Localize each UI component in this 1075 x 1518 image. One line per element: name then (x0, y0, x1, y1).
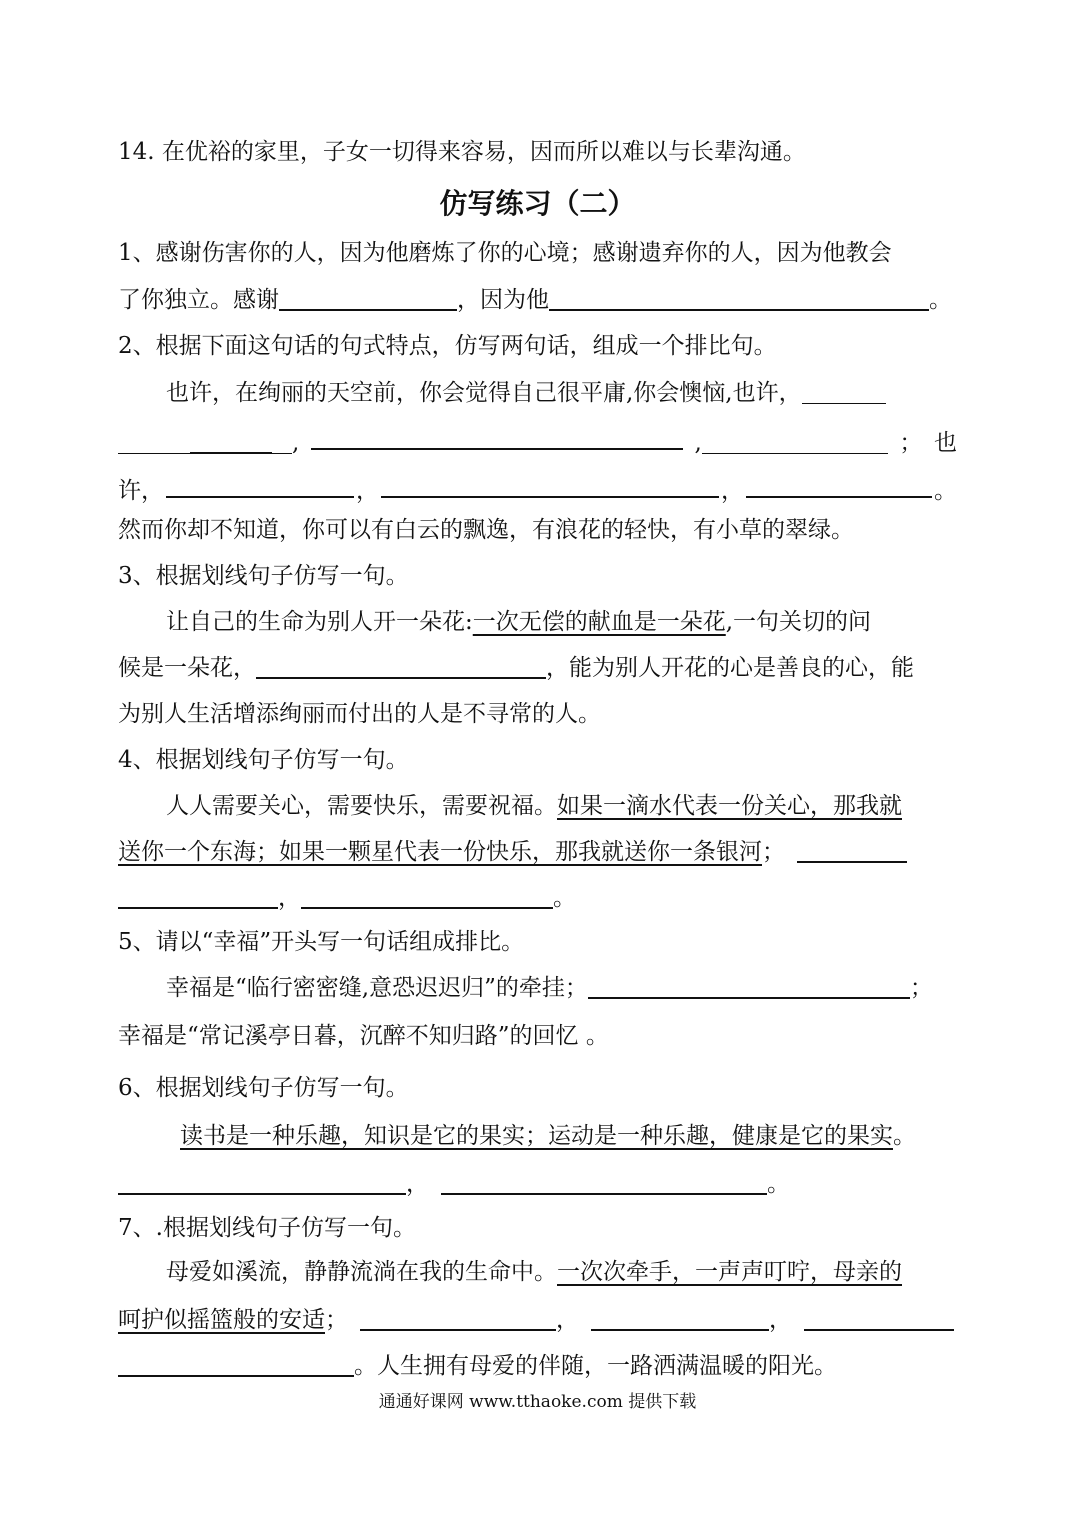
q6-prompt: 6、根据划线句子仿写一句。 (118, 1075, 409, 1101)
q2-ye: 也 (934, 430, 957, 456)
q7-underlined-part-2: 呵护似摇篮般的安适 (118, 1307, 325, 1333)
q2-blank-3[interactable] (311, 424, 683, 450)
q7-line1 (118, 1256, 957, 1288)
q6-comma: ， (406, 1171, 429, 1197)
q2-comma-1: ， (356, 478, 379, 504)
q7-blank-1[interactable] (360, 1305, 556, 1331)
q2-blank-2c[interactable] (272, 429, 292, 454)
q4-line1 (118, 790, 957, 822)
section-title: 仿写练习（二） (439, 187, 636, 220)
q4-prompt: 4、根据划线句子仿写一句。 (118, 747, 409, 773)
q4-semicolon: ； (762, 839, 785, 865)
q6-end: 。 (767, 1171, 790, 1197)
q2-line2 (118, 424, 957, 459)
q4-blank-2[interactable] (118, 883, 278, 909)
q7-line3 (118, 1350, 957, 1382)
q7-blank-4[interactable] (118, 1351, 354, 1377)
q1-blank-1[interactable] (279, 285, 457, 311)
q3-text-a: 让自己的生命为别人开一朵花: (166, 609, 473, 635)
q7-comma-1: ， (556, 1307, 579, 1333)
q2-sep-a: , (292, 430, 300, 456)
q4-text-a: 人人需要关心，需要快乐，需要祝福。 (166, 793, 557, 819)
q2-blank-4[interactable] (702, 429, 888, 454)
q2-blank-5[interactable] (166, 472, 354, 498)
q3-text-c: ,一句关切的问 (725, 609, 872, 635)
q2-line3 (118, 472, 957, 507)
q7-semicolon: ； (325, 1307, 348, 1333)
q2-prompt: 2、根据下面这句话的句式特点，仿写两句话，组成一个排比句。 (118, 333, 777, 359)
q2-text-1: 也许，在绚丽的天空前，你会觉得自己很平庸,你会懊恼,也许， (166, 380, 802, 406)
q3-line1 (118, 606, 957, 638)
q3-text-d: 候是一朵花， (118, 655, 256, 681)
q5-text-a: 幸福是“临行密密缝,意恐迟迟归”的牵挂； (166, 975, 588, 1001)
q2-sep-b1: , (694, 430, 702, 456)
q7-line2 (118, 1304, 957, 1336)
q6-blank-1[interactable] (118, 1169, 406, 1195)
q1-text-a: 了你独立。感谢 (118, 287, 279, 313)
q7-prompt: 7、.根据划线句子仿写一句。 (118, 1215, 416, 1241)
q6-blank-2[interactable] (441, 1169, 767, 1195)
q5-blank[interactable] (588, 973, 910, 999)
q6-line2 (118, 1168, 957, 1200)
q2-blank-7[interactable] (746, 472, 932, 498)
q4-period: 。 (553, 885, 576, 911)
q7-blank-3[interactable] (804, 1305, 954, 1331)
q4-underlined-part-1: 如果一滴水代表一份关心，那我就 (557, 793, 902, 819)
q3-underlined-sentence: 一次无偿的献血是一朵花 (472, 609, 726, 635)
q5-line1 (118, 972, 957, 1004)
q6-period: 。 (893, 1123, 916, 1149)
q1-text-c: 。 (929, 287, 952, 313)
q4-blank-3[interactable] (301, 883, 553, 909)
q6-line1 (118, 1120, 957, 1152)
q5-line2: 幸福是“常记溪亭日暮，沉醉不知归路”的回忆 。 (118, 1023, 609, 1049)
q2-blank-2b[interactable] (190, 428, 272, 454)
q5-semicolon: ； (909, 975, 933, 1001)
q1-blank-2[interactable] (549, 285, 929, 311)
footer-source: 通通好课网 www.tthaoke.com 提供下载 (378, 1392, 697, 1412)
q5-prompt: 5、请以“幸福”开头写一句话组成排比。 (118, 929, 525, 955)
q3-blank[interactable] (256, 653, 546, 679)
q2-last-line: 然而你却不知道，你可以有白云的飘逸，有浪花的轻快，有小草的翠绿。 (118, 517, 854, 543)
q2-comma-2: ， (721, 478, 744, 504)
q7-underlined-part-1: 一次次牵手，一声声叮咛，母亲的 (557, 1259, 902, 1285)
q3-line2 (118, 652, 957, 684)
q2-period: 。 (934, 478, 957, 504)
q4-blank-1[interactable] (797, 837, 907, 863)
q1-text-b: ，因为他 (457, 287, 549, 313)
q2-blank-1[interactable] (802, 379, 886, 404)
q3-prompt: 3、根据划线句子仿写一句。 (118, 563, 409, 589)
q7-comma-2: ， (769, 1307, 792, 1333)
q4-line3 (118, 882, 957, 914)
q6-underlined-sentence: 读书是一种乐趣，知识是它的果实；运动是一种乐趣，健康是它的果实 (180, 1123, 893, 1149)
q2-blank-6[interactable] (381, 472, 719, 498)
q7-text-g: 。人生拥有母爱的伴随，一路洒满温暖的阳光。 (354, 1353, 837, 1379)
q3-text-e: ，能为别人开花的心是善良的心，能 (546, 655, 914, 681)
q2-line1 (118, 377, 957, 409)
q7-blank-2[interactable] (591, 1305, 769, 1331)
q1-line2 (118, 284, 957, 316)
q4-line2 (118, 836, 957, 868)
q7-text-a: 母爱如溪流，静静流淌在我的生命中。 (166, 1259, 557, 1285)
q4-underlined-part-2: 送你一个东海；如果一颗星代表一份快乐，那我就送你一条银河 (118, 839, 762, 865)
q4-comma: ， (278, 885, 301, 911)
q2-blank-2a[interactable] (118, 429, 190, 454)
question-14: 14. 在优裕的家里，子女一切得来容易，因而所以难以与长辈沟通。 (118, 139, 806, 165)
q1-line1: 1、感谢伤害你的人，因为他磨炼了你的心境；感谢遗弃你的人，因为他教会 (118, 240, 892, 266)
q3-line3: 为别人生活增添绚丽而付出的人是不寻常的人。 (118, 701, 601, 727)
q2-xu: 许， (118, 478, 164, 504)
q2-semicolon: ； (899, 430, 923, 456)
